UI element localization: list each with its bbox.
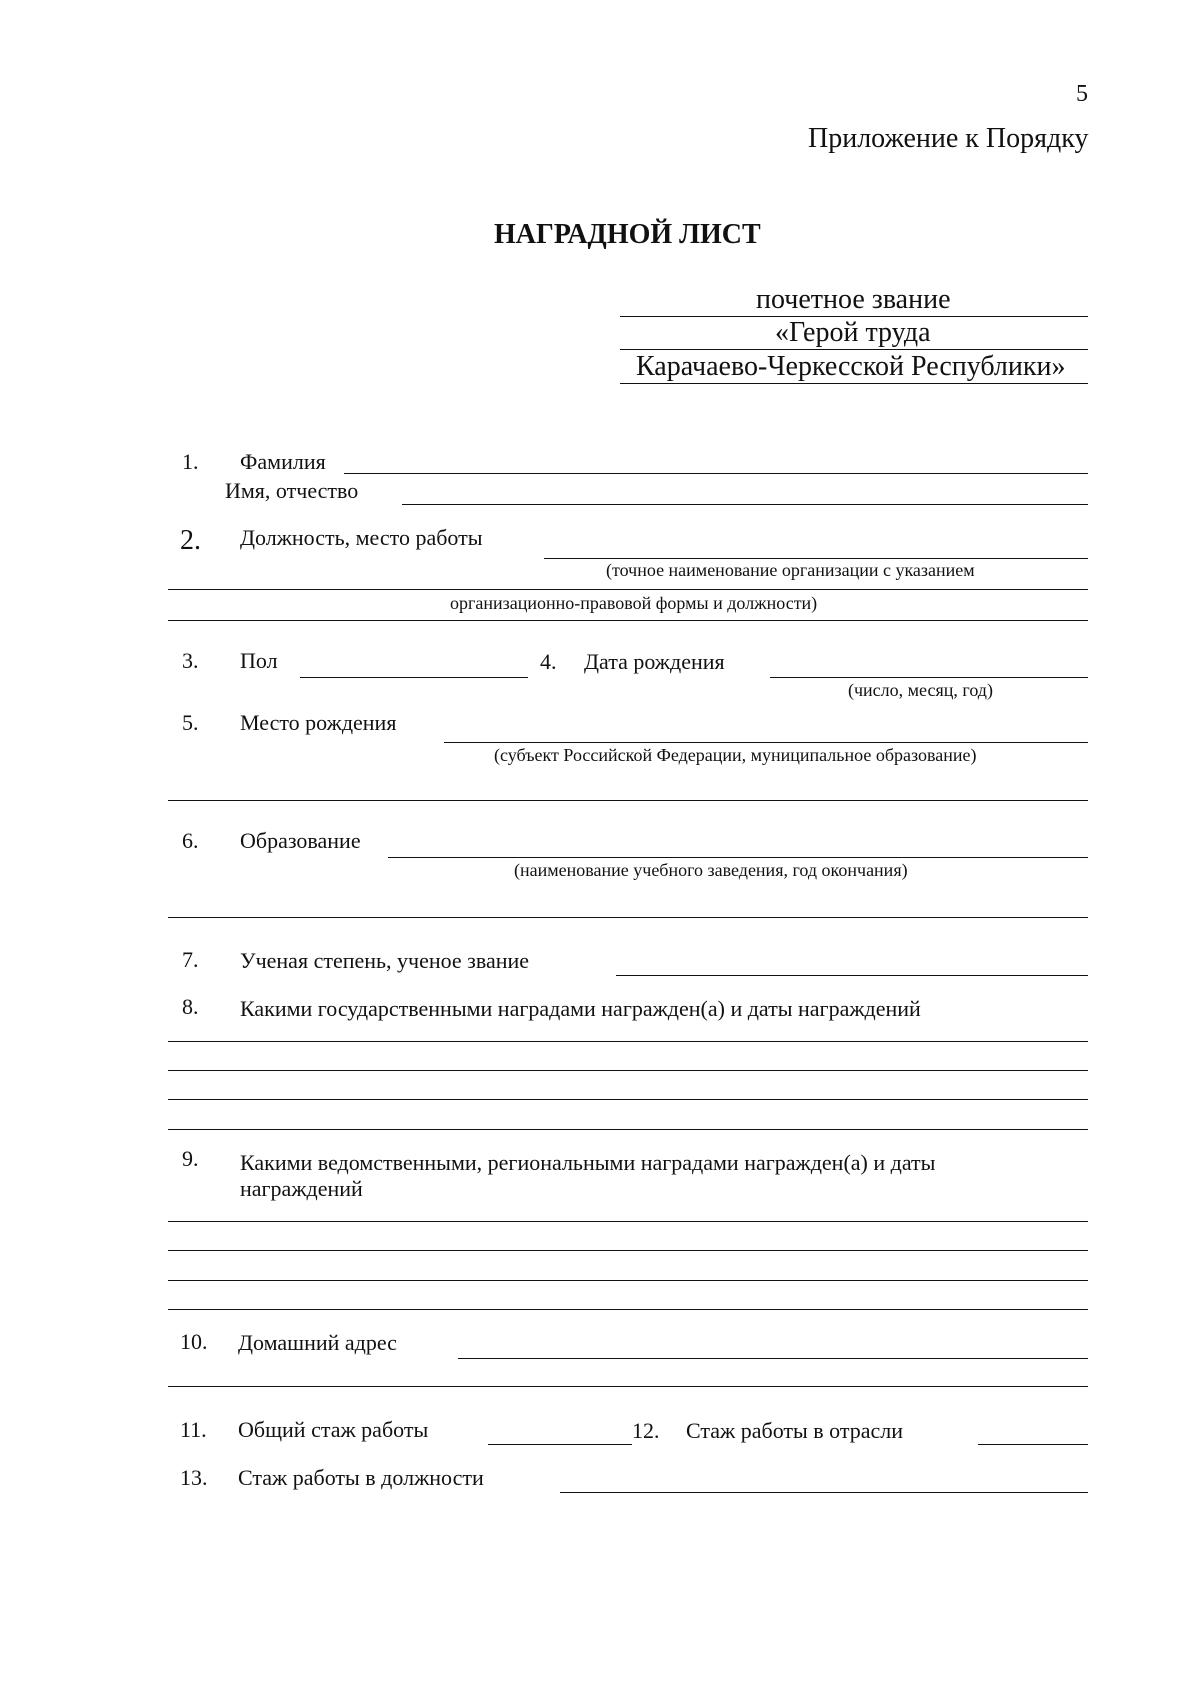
award-underline-2 — [620, 349, 1088, 350]
education-label: Образование — [240, 828, 361, 853]
regional-awards-label-cont: награждений — [240, 1176, 363, 1201]
field-number-10: 10. — [180, 1329, 208, 1354]
field-number-11: 11. — [180, 1417, 207, 1442]
state-awards-field-4[interactable] — [168, 1129, 1088, 1130]
education-hint: (наименование учебного заведения, год окончания) — [514, 860, 908, 880]
state-awards-field-1[interactable] — [168, 1041, 1088, 1042]
field-number-8: 8. — [182, 994, 199, 1019]
birth-date-label: Дата рождения — [584, 649, 725, 674]
field-number-1: 1. — [182, 449, 199, 474]
award-line-2: «Герой труда — [775, 317, 931, 348]
education-field-2[interactable] — [168, 917, 1088, 918]
document-title: НАГРАДНОЙ ЛИСТ — [494, 219, 761, 250]
field-number-12: 12. — [632, 1418, 660, 1443]
total-experience-label: Общий стаж работы — [238, 1417, 429, 1442]
industry-experience-field[interactable] — [978, 1444, 1088, 1445]
field-number-4: 4. — [540, 649, 557, 674]
education-field[interactable] — [388, 857, 1088, 858]
industry-experience-label: Стаж работы в отрасли — [686, 1418, 904, 1443]
degree-label: Ученая степень, ученое звание — [240, 948, 530, 973]
birth-date-hint: (число, месяц, год) — [848, 680, 993, 700]
state-awards-field-3[interactable] — [168, 1099, 1088, 1100]
surname-label: Фамилия — [240, 449, 326, 474]
field-number-9: 9. — [182, 1146, 199, 1171]
field-number-6: 6. — [182, 828, 199, 853]
total-experience-field[interactable] — [488, 1444, 632, 1445]
page-number: 5 — [1076, 81, 1088, 107]
name-patronymic-label: Имя, отчество — [225, 478, 359, 503]
birthplace-field[interactable] — [444, 742, 1088, 743]
position-field-2[interactable] — [168, 589, 1088, 590]
position-experience-field[interactable] — [560, 1492, 1088, 1493]
position-hint-2: организационно-правовой формы и должности) — [450, 593, 818, 613]
field-number-2: 2. — [180, 525, 201, 556]
regional-awards-field-1[interactable] — [168, 1221, 1088, 1222]
regional-awards-field-3[interactable] — [168, 1280, 1088, 1281]
state-awards-label: Какими государственными наградами награжден(а) и даты награждений — [240, 996, 921, 1021]
birthplace-field-2[interactable] — [168, 800, 1088, 801]
gender-field[interactable] — [300, 677, 528, 678]
regional-awards-label: Какими ведомственными, региональными наградами награжден(а) и даты — [240, 1150, 936, 1175]
home-address-field[interactable] — [458, 1358, 1088, 1359]
position-field[interactable] — [544, 558, 1088, 559]
degree-field[interactable] — [616, 975, 1088, 976]
home-address-label: Домашний адрес — [238, 1330, 397, 1355]
position-label: Должность, место работы — [240, 525, 483, 550]
regional-awards-field-2[interactable] — [168, 1250, 1088, 1251]
appendix-caption: Приложение к Порядку — [808, 123, 1089, 154]
surname-field[interactable] — [344, 473, 1088, 474]
position-hint-1: (точное наименование организации с указанием — [606, 560, 975, 580]
field-number-7: 7. — [182, 947, 199, 972]
birthplace-label: Место рождения — [240, 710, 397, 735]
award-underline-3 — [620, 383, 1088, 384]
field-number-13: 13. — [180, 1465, 208, 1490]
home-address-field-2[interactable] — [168, 1386, 1088, 1387]
regional-awards-field-4[interactable] — [168, 1309, 1088, 1310]
position-field-3[interactable] — [168, 620, 1088, 621]
birth-date-field[interactable] — [770, 677, 1088, 678]
award-line-3: Карачаево-Черкесской Республики» — [636, 351, 1066, 382]
gender-label: Пол — [240, 648, 278, 673]
field-number-3: 3. — [182, 648, 199, 673]
state-awards-field-2[interactable] — [168, 1070, 1088, 1071]
field-number-5: 5. — [182, 710, 199, 735]
name-patronymic-field[interactable] — [402, 504, 1088, 505]
award-line-1: почетное звание — [756, 284, 951, 315]
position-experience-label: Стаж работы в должности — [238, 1465, 484, 1490]
birthplace-hint: (субъект Российской Федерации, муниципальное образование) — [494, 745, 977, 765]
